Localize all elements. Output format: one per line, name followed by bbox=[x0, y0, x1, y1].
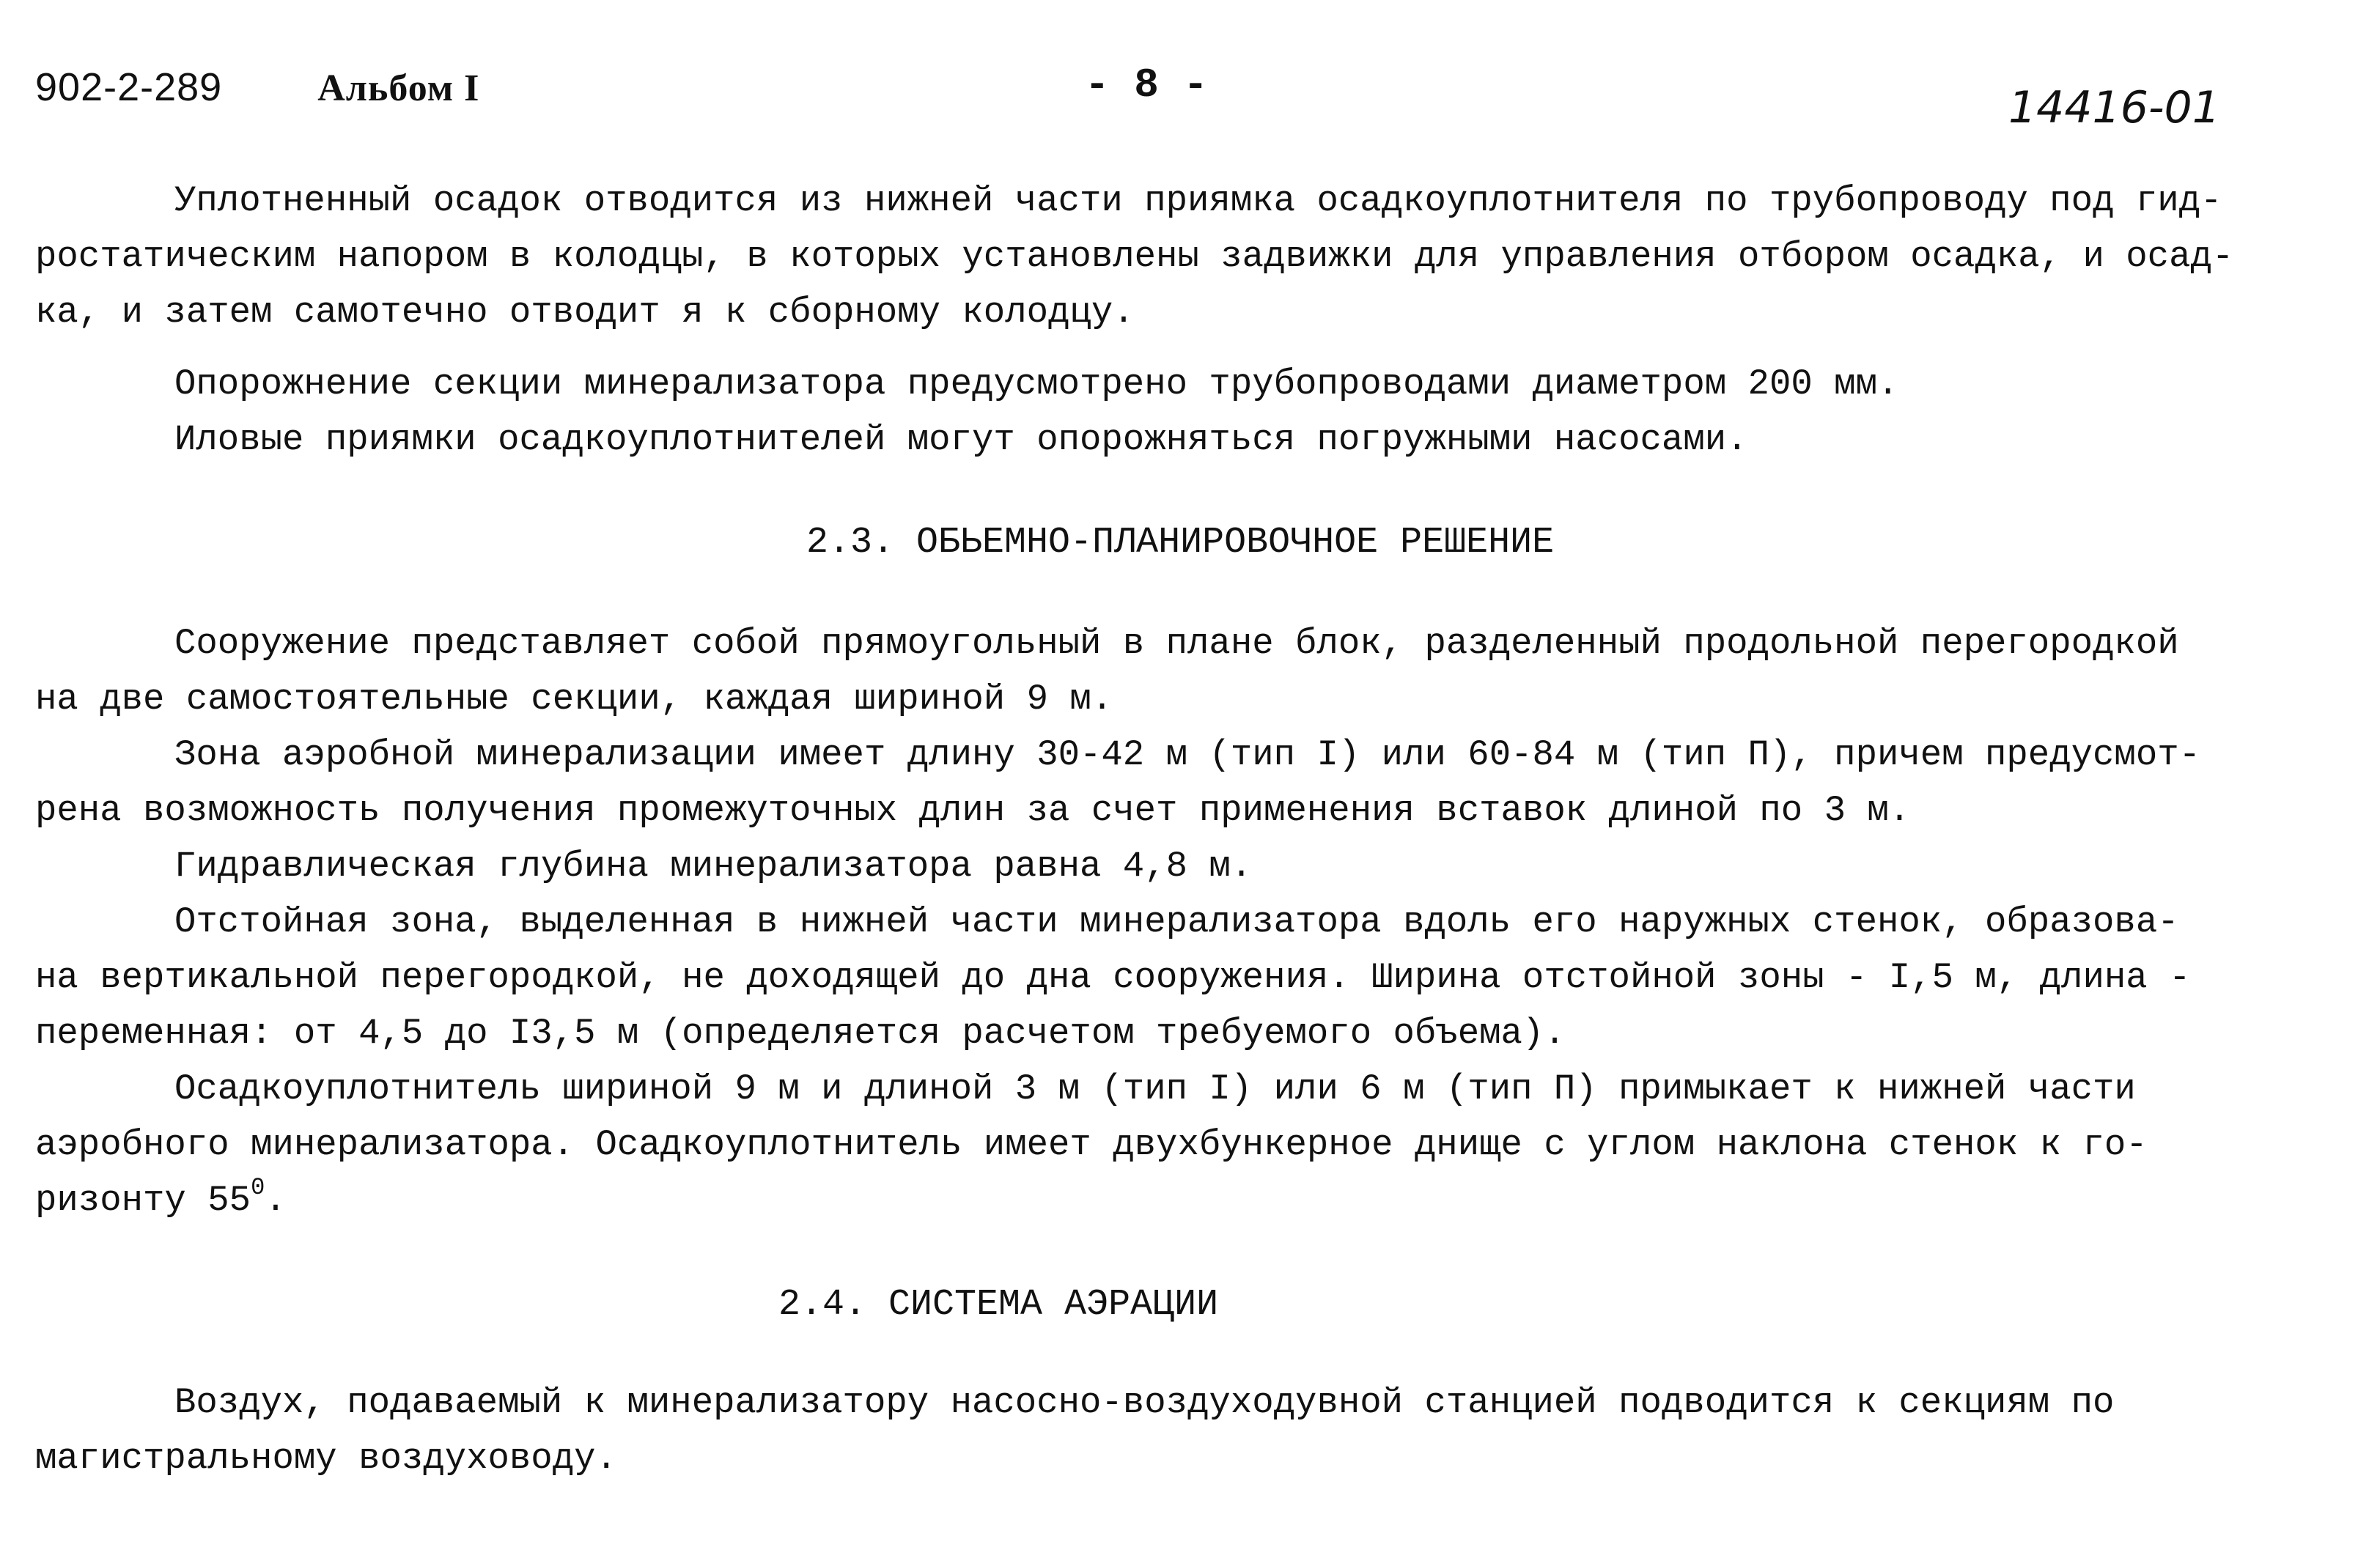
section-heading-2-4: 2.4. СИСТЕМА АЭРАЦИИ bbox=[778, 1284, 1219, 1326]
section-heading-2-3: 2.3. ОБЬЕМНО-ПЛАНИРОВОЧНОЕ РЕШЕНИЕ bbox=[806, 522, 1555, 564]
page-header bbox=[35, 64, 479, 112]
paragraph-section-drainage bbox=[35, 356, 2344, 468]
paragraph-sediment-removal bbox=[35, 173, 2344, 340]
text-line: переменная: от 4,5 до I3,5 м (определяется расчетом требуемого объема). bbox=[35, 1013, 1566, 1054]
text-line: Осадкоуплотнитель шириной 9 м и длиной 3 м (тип I) или 6 м (тип П) примыкает к нижней части bbox=[174, 1068, 2136, 1110]
text-line: Отстойная зона, выделенная в нижней части минерализатора вдоль его наружных стенок, образова- bbox=[174, 901, 2179, 942]
document-code: 902-2-289 bbox=[35, 65, 223, 109]
text-line: на вертикальной перегородкой, не доходящей до дна сооружения. Ширина отстойной зоны - I,5 м, длина - bbox=[35, 957, 2191, 998]
text-line: Иловые приямки осадкоуплотнителей могут опорожняться погружными насосами. bbox=[174, 419, 1748, 460]
page-number: - 8 - bbox=[1085, 62, 1209, 108]
paragraph-structure bbox=[35, 616, 2344, 1228]
text-fragment: . bbox=[265, 1180, 287, 1221]
text-line: ка, и затем самотечно отводит я к сборному колодцу. bbox=[35, 292, 1135, 333]
text-line: на две самостоятельные секции, каждая шириной 9 м. bbox=[35, 679, 1113, 720]
paragraph-air-supply bbox=[35, 1375, 2344, 1486]
text-line: Воздух, подаваемый к минерализатору насосно-воздуходувной станцией подводится к секциям по bbox=[174, 1382, 2115, 1423]
text-line-last bbox=[35, 1173, 2344, 1228]
text-line: Зона аэробной минерализации имеет длину 30-42 м (тип I) или 60-84 м (тип П), причем предусмот- bbox=[174, 734, 2201, 775]
text-line: Опорожнение секции минерализатора предусмотрено трубопроводами диаметром 200 мм. bbox=[174, 363, 1899, 405]
text-fragment: ризонту 55 bbox=[35, 1180, 251, 1221]
text-line: Сооружение представляет собой прямоугольный в плане блок, разделенный продольной перегородкой bbox=[174, 623, 2179, 664]
handwritten-stamp: 14416-01 bbox=[2008, 82, 2220, 133]
album-label: Альбом I bbox=[317, 67, 480, 109]
degree-superscript: 0 bbox=[251, 1174, 265, 1201]
text-line: магистральному воздуховоду. bbox=[35, 1438, 617, 1479]
text-line: рена возможность получения промежуточных длин за счет применения вставок длиной по 3 м. bbox=[35, 790, 1911, 831]
text-line: Уплотненный осадок отводится из нижней части приямка осадкоуплотнителя по трубопроводу под гид- bbox=[174, 180, 2222, 221]
text-line: аэробного минерализатора. Осадкоуплотнитель имеет двухбункерное днище с углом наклона стенок к го- bbox=[35, 1124, 2148, 1165]
text-line: ростатическим напором в колодцы, в которых установлены задвижки для управления отбором осадка, и осад- bbox=[35, 236, 2234, 277]
text-line: Гидравлическая глубина минерализатора равна 4,8 м. bbox=[174, 846, 1253, 887]
